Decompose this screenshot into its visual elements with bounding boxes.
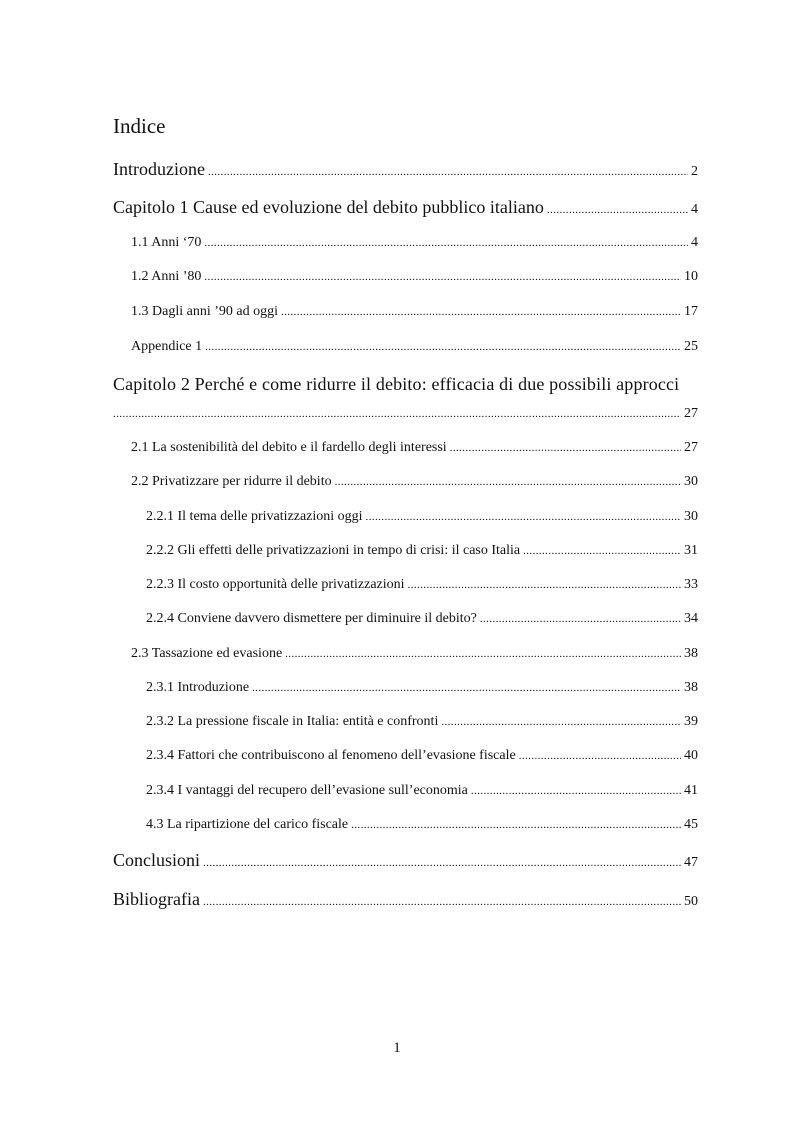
- toc-leader-dots: [203, 857, 681, 869]
- toc-leader-dots: [547, 204, 688, 216]
- toc-entry[interactable]: [131, 269, 698, 285]
- toc-entry-page: 40: [684, 748, 698, 763]
- toc-entry-label: 2.2 Privatizzare per ridurre il debito: [131, 474, 332, 489]
- toc-leader-dots: [204, 271, 681, 283]
- toc-entry[interactable]: [113, 197, 698, 218]
- toc-entry[interactable]: [146, 543, 698, 559]
- toc-entry[interactable]: [146, 817, 698, 833]
- toc-leader-dots: [408, 579, 681, 591]
- toc-entry-label: 2.3.2 La pressione fiscale in Italia: entità e confronti: [146, 714, 439, 729]
- toc-entry-label: 1.3 Dagli anni ’90 ad oggi: [131, 304, 278, 319]
- toc-entry-page: 45: [684, 817, 698, 832]
- toc-leader-dots: [366, 511, 681, 523]
- toc-entry-page: 4: [691, 202, 698, 217]
- toc-entry[interactable]: [131, 235, 698, 251]
- toc-entry[interactable]: [146, 577, 698, 593]
- toc-entry-label: Appendice 1: [131, 339, 203, 354]
- toc-entry-label: 1.2 Anni ’80: [131, 269, 202, 284]
- toc-entry-page: 25: [684, 339, 698, 354]
- toc-leader-dots: [204, 237, 688, 249]
- toc-leader-dots: [471, 785, 681, 797]
- toc-entry[interactable]: [131, 304, 698, 320]
- toc-entry[interactable]: [146, 748, 698, 764]
- toc-entry-page: 38: [684, 646, 698, 661]
- toc-leader-dots: [335, 476, 681, 488]
- toc-entry[interactable]: [131, 474, 698, 490]
- toc-entry[interactable]: [146, 783, 698, 799]
- toc-entry[interactable]: [113, 159, 698, 180]
- toc-entry[interactable]: [146, 611, 698, 627]
- page-number: 1: [393, 1040, 401, 1056]
- toc-entry-label: 2.2.2 Gli effetti delle privatizzazioni in tempo di crisi: il caso Italia: [146, 543, 521, 558]
- toc-entry-label: 2.3.4 I vantaggi del recupero dell’evasione sull’economia: [146, 783, 468, 798]
- toc-entry-label: 2.3.4 Fattori che contribuiscono al fenomeno dell’evasione fiscale: [146, 748, 516, 763]
- toc-entry-label: 1.1 Anni ‘70: [131, 235, 202, 250]
- toc-entry[interactable]: [113, 406, 698, 422]
- toc-entry[interactable]: [131, 339, 698, 355]
- toc-leader-dots: [205, 341, 681, 353]
- toc-entry-label: Introduzione: [113, 159, 205, 179]
- toc-entry-page: 33: [684, 577, 698, 592]
- toc-entry-page: 38: [684, 680, 698, 695]
- toc-entry[interactable]: [113, 889, 698, 910]
- toc-leader-dots: [450, 442, 681, 454]
- toc-entry-page: 39: [684, 714, 698, 729]
- toc-entry-label: Conclusioni: [113, 850, 201, 870]
- toc-leader-dots: [523, 545, 681, 557]
- toc-entry-label: 2.2.3 Il costo opportunità delle privatizzazioni: [146, 577, 405, 592]
- toc-entry[interactable]: [113, 850, 698, 871]
- toc-entry-page: 27: [684, 440, 698, 455]
- toc-entry-page: 17: [684, 304, 698, 319]
- toc-entry-page: 47: [684, 855, 698, 870]
- toc-leader-dots: [351, 819, 681, 831]
- toc-entry-page: 30: [684, 474, 698, 489]
- toc-entry-label: 2.1 La sostenibilità del debito e il fardello degli interessi: [131, 440, 447, 455]
- toc-entry-label: Capitolo 1 Cause ed evoluzione del debito pubblico italiano: [113, 197, 544, 217]
- toc-entry-label: 2.3.1 Introduzione: [146, 680, 250, 695]
- toc-entry-label: Bibliografia: [113, 889, 200, 909]
- toc-entry[interactable]: [146, 509, 698, 525]
- toc-entry-label: 2.2.1 Il tema delle privatizzazioni oggi: [146, 509, 363, 524]
- toc-entry-label: 2.3 Tassazione ed evasione: [131, 646, 283, 661]
- toc-entry-page: 41: [684, 783, 698, 798]
- toc-entry[interactable]: [131, 646, 698, 662]
- toc-leader-dots: [281, 306, 681, 318]
- toc-entry-page: 2: [691, 164, 698, 179]
- toc-entry-page: 30: [684, 509, 698, 524]
- toc-entry-label: 2.2.4 Conviene davvero dismettere per diminuire il debito?: [146, 611, 477, 626]
- toc-leader-dots: [208, 166, 688, 178]
- toc-entry-page: 27: [684, 406, 698, 421]
- toc-entry-label: 4.3 La ripartizione del carico fiscale: [146, 817, 349, 832]
- toc-leader-dots: [285, 648, 681, 660]
- toc-entry-wrapped-label[interactable]: Capitolo 2 Perché e come ridurre il debito: efficacia di due possibili approcci: [113, 374, 680, 394]
- toc-leader-dots: [519, 750, 681, 762]
- toc-entry-page: 50: [684, 894, 698, 909]
- toc-leader-dots: [252, 682, 681, 694]
- toc-entry-page: 10: [684, 269, 698, 284]
- toc-entry[interactable]: [131, 440, 698, 456]
- toc-title: Indice: [113, 114, 166, 138]
- toc-entry-page: 34: [684, 611, 698, 626]
- toc-entry-page: 4: [691, 235, 698, 250]
- toc-leader-dots: [480, 613, 681, 625]
- toc-leader-dots: [203, 896, 681, 908]
- toc-entry-page: 31: [684, 543, 698, 558]
- toc-entry[interactable]: [146, 680, 698, 696]
- toc-leader-dots: [441, 716, 681, 728]
- toc-entry[interactable]: [146, 714, 698, 730]
- toc-leader-dots: [113, 408, 681, 420]
